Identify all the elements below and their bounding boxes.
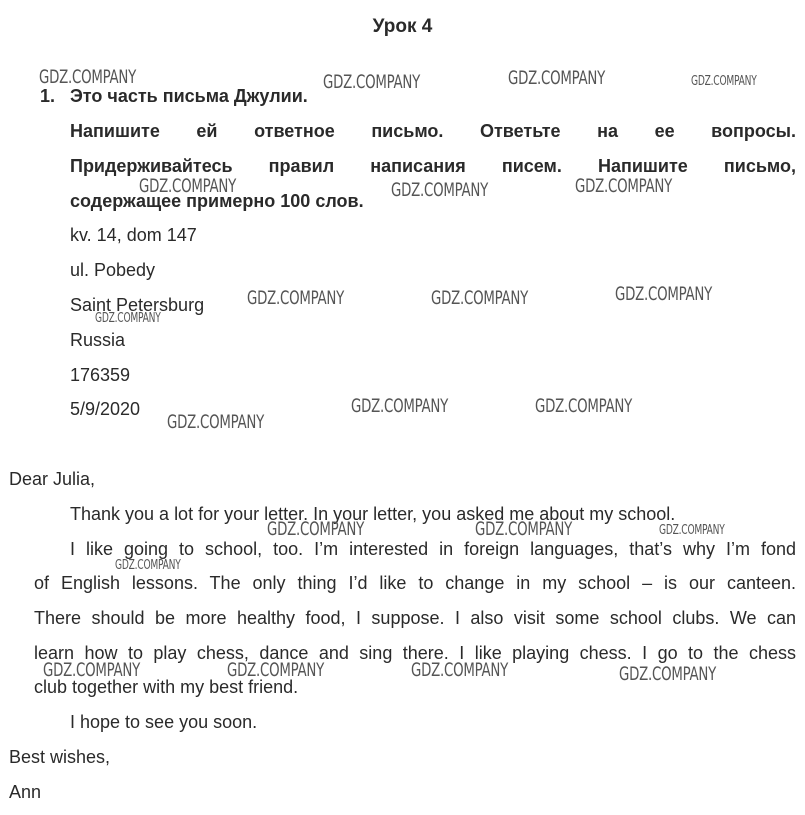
address-line-4: Russia	[70, 330, 126, 350]
address-line-1: kv. 14, dom 147	[70, 225, 197, 245]
watermark: GDZ.COMPANY	[535, 395, 633, 417]
watermark: GDZ.COMPANY	[615, 283, 713, 305]
watermark: GDZ.COMPANY	[323, 71, 421, 93]
letter-paragraph-2-line-4: learn how to play chess, dance and sing there. I like playing chess. I go to the chess	[34, 643, 796, 663]
task-line-2: Напишите ей ответное письмо. Ответьте на ее вопросы.	[70, 121, 796, 141]
page-title: Урок 4	[372, 16, 433, 37]
letter-paragraph-2-line-2: of English lessons. The only thing I’d like to change in my school – is our canteen.	[34, 573, 796, 593]
letter-paragraph-1: Thank you a lot for your letter. In your letter, you asked me about my school.	[70, 504, 676, 524]
watermark: GDZ.COMPANY	[411, 659, 509, 681]
watermark: GDZ.COMPANY	[115, 558, 181, 573]
letter-greeting: Dear Julia,	[9, 469, 96, 489]
watermark: GDZ.COMPANY	[247, 287, 345, 309]
watermark: GDZ.COMPANY	[508, 67, 606, 89]
letter-paragraph-2-line-1: I like going to school, too. I’m interested in foreign languages, that’s why I’m fond	[70, 539, 796, 559]
address-line-3: Saint Petersburg	[70, 295, 205, 315]
watermark: GDZ.COMPANY	[43, 659, 141, 681]
task-line-4: содержащее примерно 100 слов.	[70, 191, 364, 211]
watermark: GDZ.COMPANY	[227, 659, 325, 681]
watermark: GDZ.COMPANY	[267, 518, 365, 540]
watermark: GDZ.COMPANY	[167, 411, 265, 433]
letter-signature: Ann	[9, 782, 42, 802]
letter-date: 5/9/2020	[70, 399, 141, 419]
watermark: GDZ.COMPANY	[475, 518, 573, 540]
task-line-1: Это часть письма Джулии.	[70, 86, 308, 106]
watermark: GDZ.COMPANY	[351, 395, 449, 417]
letter-paragraph-3: I hope to see you soon.	[70, 712, 258, 732]
letter-paragraph-2-line-3: There should be more healthy food, I suppose. I also visit some school clubs. We can	[34, 608, 796, 628]
address-line-2: ul. Pobedy	[70, 260, 156, 280]
watermark: GDZ.COMPANY	[95, 311, 161, 326]
watermark: GDZ.COMPANY	[39, 66, 137, 88]
letter-paragraph-2-line-5: club together with my best friend.	[34, 677, 299, 697]
watermark: GDZ.COMPANY	[391, 179, 489, 201]
letter-closing: Best wishes,	[9, 747, 111, 767]
watermark: GDZ.COMPANY	[431, 287, 529, 309]
task-number: 1.	[40, 86, 56, 106]
watermark: GDZ.COMPANY	[691, 74, 757, 89]
watermark: GDZ.COMPANY	[575, 175, 673, 197]
watermark: GDZ.COMPANY	[139, 175, 237, 197]
watermark: GDZ.COMPANY	[619, 663, 717, 685]
watermark: GDZ.COMPANY	[659, 523, 725, 538]
address-line-5: 176359	[70, 365, 131, 385]
task-line-3: Придерживайтесь правил написания писем. Напишите письмо,	[70, 156, 796, 176]
